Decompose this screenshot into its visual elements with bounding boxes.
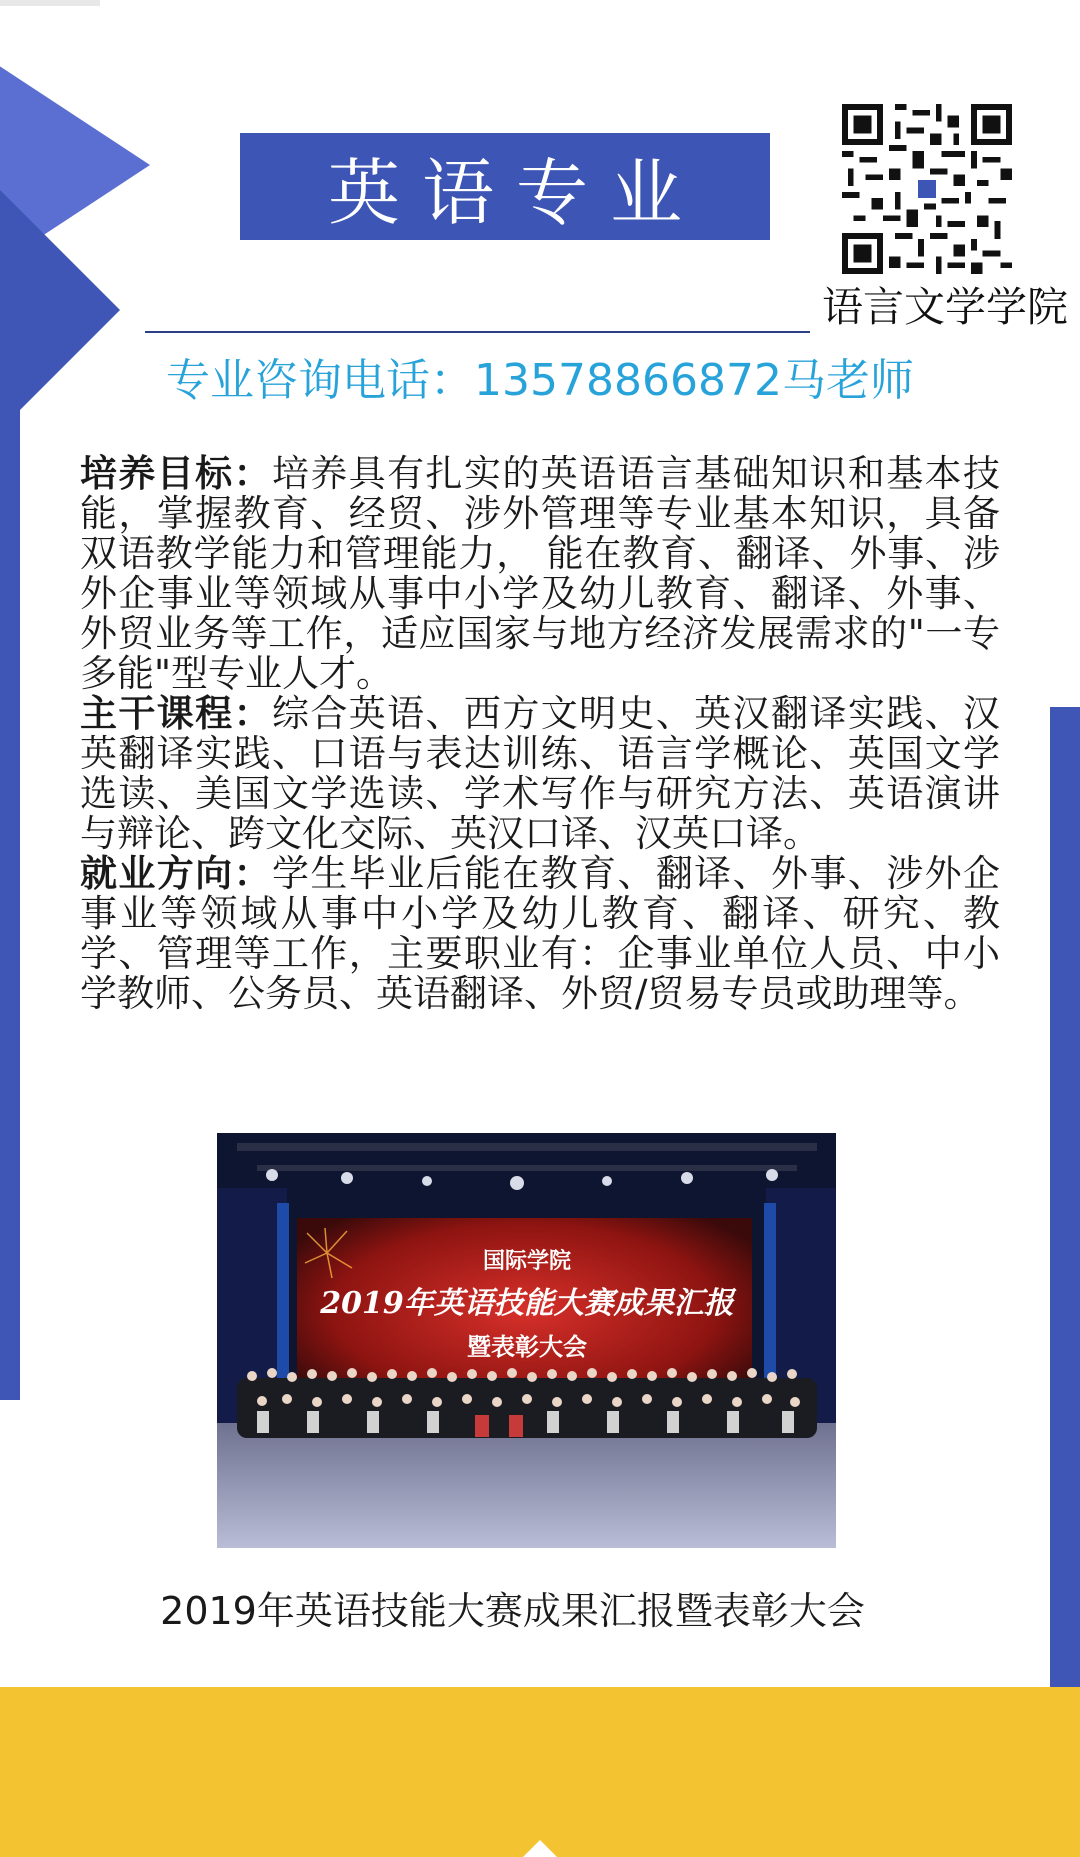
college-name: 语言文学学院 <box>822 283 1068 331</box>
consult-phone: 专业咨询电话：13578866872马老师 <box>166 355 914 406</box>
divider-line <box>145 331 810 333</box>
section-training-goal <box>80 454 1000 694</box>
page-title: 英语专业 <box>240 133 770 240</box>
photo-screen-line3: 暨表彰大会 <box>467 1332 587 1361</box>
section-career <box>80 854 1000 1014</box>
major-description <box>80 454 1000 1014</box>
event-group-photo <box>217 1133 836 1548</box>
qr-code-icon <box>842 104 1012 274</box>
photo-screen-line2: 2019年英语技能大赛成果汇报 <box>320 1286 734 1321</box>
section-label: 就业方向： <box>80 852 272 895</box>
scroll-up-arrow-icon[interactable] <box>523 1840 557 1857</box>
section-label: 主干课程： <box>80 692 272 735</box>
photo-screen-line1: 国际学院 <box>482 1248 572 1274</box>
section-label: 培养目标： <box>80 452 272 495</box>
section-text: 培养具有扎实的英语语言基础知识和基本技能，掌握教育、经贸、涉外管理等专业基本知识，具备双语教学能力和管理能力， 能在教育、翻译、外事、涉外企事业等领域从事中小学及幼儿教育、翻译、外事、外贸业务等工作，适应国家与地方经济发展需求的"一专多能"型专业人才。 <box>80 452 1001 695</box>
section-text: 综合英语、西方文明史、英汉翻译实践、汉英翻译实践、口语与表达训练、语言学概论、英国文学选读、美国文学选读、学术写作与研究方法、英语演讲与辩论、跨文化交际、英汉口译、汉英口译。 <box>80 692 1001 855</box>
decorative-right-bar <box>1050 707 1080 1687</box>
section-text: 学生毕业后能在教育、翻译、外事、涉外企事业等领域从事中小学及幼儿教育、翻译、研究、教学、管理等工作，主要职业有：企事业单位人员、中小学教师、公务员、英语翻译、外贸/贸易专员或助理等。 <box>80 852 1001 1015</box>
top-left-tab <box>0 0 100 6</box>
photo-caption: 2019年英语技能大赛成果汇报暨表彰大会 <box>160 1589 865 1633</box>
footer-yellow-band <box>0 1687 1080 1857</box>
decorative-left-bar <box>0 300 20 1400</box>
section-core-courses <box>80 694 1000 854</box>
